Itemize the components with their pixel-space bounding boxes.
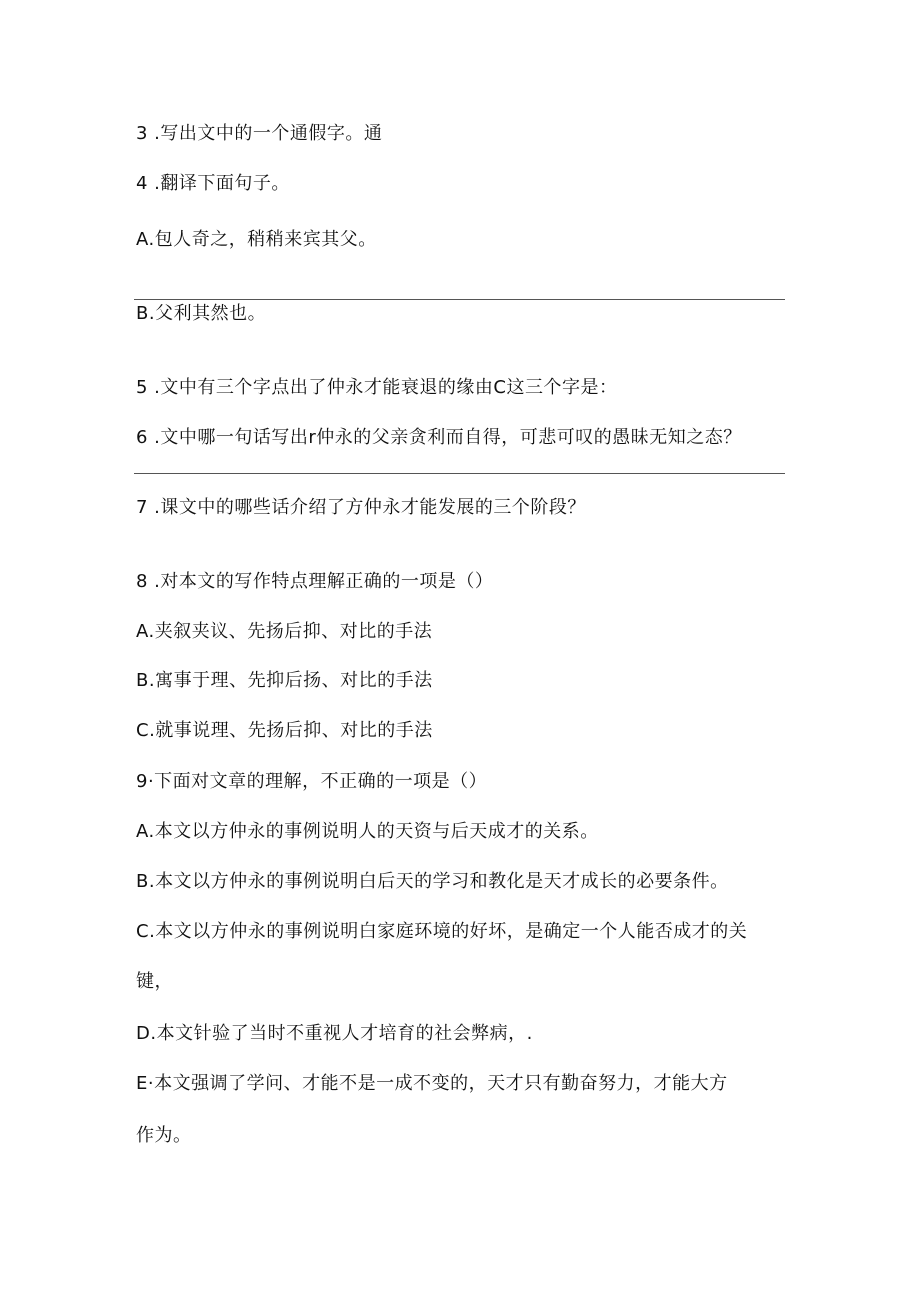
question-3: 3 .写出文中的一个通假字。通 [136,123,383,144]
question-9-option-e-continued: 作为。 [136,1125,192,1146]
question-9-option-e: E·本文强调了学问、才能不是一成不变的，天才只有勤奋努力，才能大方 [136,1073,728,1094]
question-8-option-c: C.就事说理、先扬后抑、对比的手法 [136,720,433,741]
question-8-option-a: A.夹叙夹议、先扬后抑、对比的手法 [136,621,433,642]
question-8-option-b: B.寓事于理、先抑后扬、对比的手法 [136,670,433,691]
question-9-option-b: B.本文以方仲永的事例说明白后天的学习和教化是天才成长的必要条件。 [136,871,729,892]
question-9-option-c: C.本文以方仲永的事例说明白家庭环境的好坏，是确定一个人能否成才的关 [136,921,748,942]
question-8: 8 .对本文的写作特点理解正确的一项是（） [136,571,494,592]
question-9-option-a: A.本文以方仲永的事例说明人的天资与后天成才的关系。 [136,821,599,842]
answer-line [134,299,785,300]
question-4: 4 .翻译下面句子。 [136,173,290,194]
question-7: 7 .课文中的哪些话介绍了方仲永才能发展的三个阶段？ [136,497,586,518]
question-6: 6 .文中哪一句话写出r仲永的父亲贪利而自得，可悲可叹的愚昧无知之态？ [136,427,742,448]
question-9-option-c-continued: 键， [136,971,173,992]
question-9-option-d: D.本文针验了当时不重视人才培育的社会弊病，. [136,1023,533,1044]
question-5: 5 .文中有三个字点出了仲永才能衰退的缘由C这三个字是： [136,377,618,398]
question-4-item-a: A.包人奇之，稍稍来宾其父。 [136,229,377,250]
question-4-item-b: B.父利其然也。 [136,303,267,324]
answer-line [134,473,785,474]
question-9: 9·下面对文章的理解，不正确的一项是（） [136,771,488,792]
